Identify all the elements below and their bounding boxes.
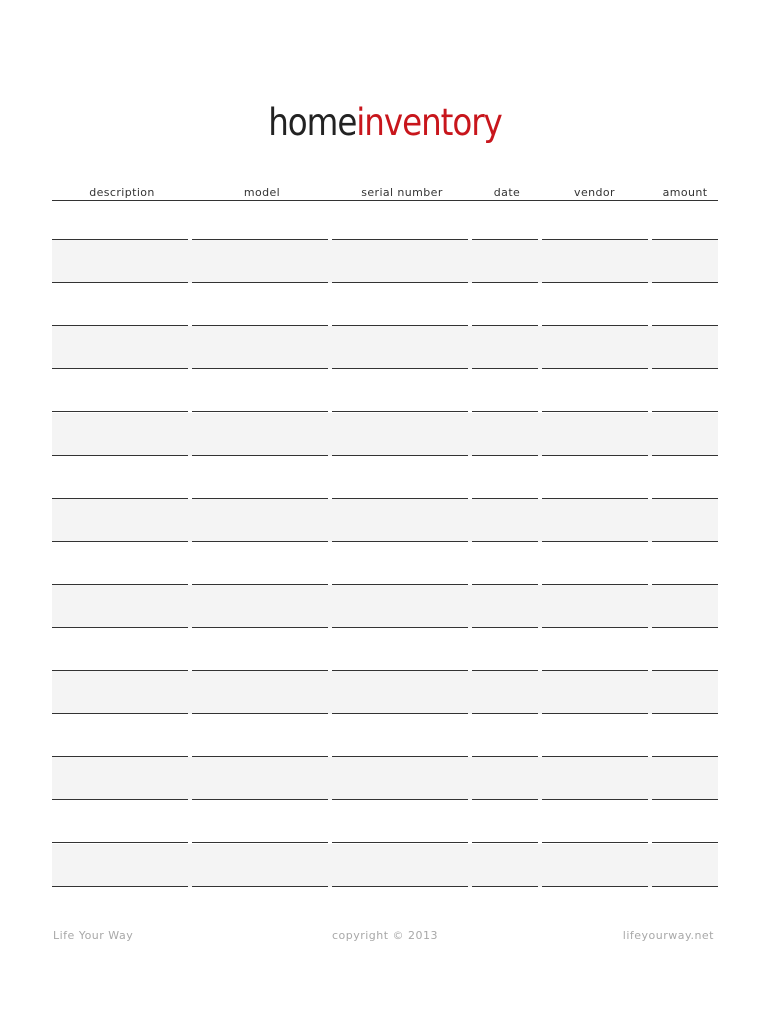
blank-amount-line[interactable] [652, 240, 718, 283]
blank-vendor-line[interactable] [542, 800, 648, 843]
blank-model-line[interactable] [192, 800, 328, 843]
blank-date-line[interactable] [472, 844, 538, 887]
blank-date-line[interactable] [472, 197, 538, 240]
blank-date-line[interactable] [472, 413, 538, 456]
table-row [0, 499, 770, 542]
blank-date-line[interactable] [472, 326, 538, 369]
footer-website: lifeyourway.net [622, 929, 714, 942]
blank-serial-number-line[interactable] [332, 844, 468, 887]
blank-amount-line[interactable] [652, 413, 718, 456]
blank-description-line[interactable] [52, 413, 188, 456]
blank-model-line[interactable] [192, 197, 328, 240]
blank-model-line[interactable] [192, 585, 328, 628]
table-row [0, 800, 770, 843]
column-header-model: model [243, 186, 281, 199]
blank-amount-line[interactable] [652, 369, 718, 412]
blank-amount-line[interactable] [652, 757, 718, 800]
blank-date-line[interactable] [472, 240, 538, 283]
blank-model-line[interactable] [192, 844, 328, 887]
blank-amount-line[interactable] [652, 456, 718, 499]
blank-description-line[interactable] [52, 240, 188, 283]
blank-model-line[interactable] [192, 413, 328, 456]
blank-vendor-line[interactable] [542, 369, 648, 412]
blank-serial-number-line[interactable] [332, 585, 468, 628]
blank-vendor-line[interactable] [542, 714, 648, 757]
blank-amount-line[interactable] [652, 326, 718, 369]
column-header-serial-number: serial number [361, 186, 443, 199]
blank-amount-line[interactable] [652, 628, 718, 671]
blank-date-line[interactable] [472, 369, 538, 412]
footer-copyright: copyright © 2013 [331, 929, 439, 942]
title-inventory: inventory [356, 101, 502, 144]
blank-description-line[interactable] [52, 369, 188, 412]
blank-serial-number-line[interactable] [332, 499, 468, 542]
blank-model-line[interactable] [192, 369, 328, 412]
table-row [0, 628, 770, 671]
blank-vendor-line[interactable] [542, 757, 648, 800]
blank-vendor-line[interactable] [542, 240, 648, 283]
blank-amount-line[interactable] [652, 844, 718, 887]
blank-serial-number-line[interactable] [332, 369, 468, 412]
blank-description-line[interactable] [52, 800, 188, 843]
blank-description-line[interactable] [52, 197, 188, 240]
table-row [0, 413, 770, 456]
table-row [0, 757, 770, 800]
blank-model-line[interactable] [192, 757, 328, 800]
blank-vendor-line[interactable] [542, 628, 648, 671]
blank-serial-number-line[interactable] [332, 283, 468, 326]
footer-brand: Life Your Way [53, 929, 134, 942]
blank-description-line[interactable] [52, 757, 188, 800]
table-row [0, 197, 770, 240]
blank-description-line[interactable] [52, 499, 188, 542]
table-row [0, 714, 770, 757]
blank-model-line[interactable] [192, 542, 328, 585]
table-row [0, 456, 770, 499]
blank-date-line[interactable] [472, 757, 538, 800]
blank-date-line[interactable] [472, 283, 538, 326]
table-row [0, 542, 770, 585]
blank-serial-number-line[interactable] [332, 671, 468, 714]
blank-serial-number-line[interactable] [332, 456, 468, 499]
blank-amount-line[interactable] [652, 283, 718, 326]
blank-serial-number-line[interactable] [332, 757, 468, 800]
table-row [0, 585, 770, 628]
blank-model-line[interactable] [192, 283, 328, 326]
blank-model-line[interactable] [192, 326, 328, 369]
page-title [46, 98, 724, 148]
blank-serial-number-line[interactable] [332, 413, 468, 456]
blank-amount-line[interactable] [652, 714, 718, 757]
table-row [0, 283, 770, 326]
blank-model-line[interactable] [192, 714, 328, 757]
blank-date-line[interactable] [472, 585, 538, 628]
table-row [0, 240, 770, 283]
title-home: home [268, 101, 357, 144]
blank-model-line[interactable] [192, 240, 328, 283]
blank-serial-number-line[interactable] [332, 714, 468, 757]
blank-description-line[interactable] [52, 628, 188, 671]
blank-vendor-line[interactable] [542, 326, 648, 369]
blank-amount-line[interactable] [652, 585, 718, 628]
blank-amount-line[interactable] [652, 800, 718, 843]
blank-model-line[interactable] [192, 499, 328, 542]
blank-model-line[interactable] [192, 456, 328, 499]
table-row [0, 326, 770, 369]
blank-vendor-line[interactable] [542, 542, 648, 585]
column-header-vendor: vendor [574, 186, 615, 199]
blank-vendor-line[interactable] [542, 844, 648, 887]
blank-serial-number-line[interactable] [332, 326, 468, 369]
blank-description-line[interactable] [52, 844, 188, 887]
blank-model-line[interactable] [192, 671, 328, 714]
blank-date-line[interactable] [472, 714, 538, 757]
column-header-description: description [89, 186, 155, 199]
blank-date-line[interactable] [472, 800, 538, 843]
blank-vendor-line[interactable] [542, 197, 648, 240]
blank-description-line[interactable] [52, 714, 188, 757]
blank-vendor-line[interactable] [542, 456, 648, 499]
blank-amount-line[interactable] [652, 542, 718, 585]
blank-model-line[interactable] [192, 628, 328, 671]
table-row [0, 671, 770, 714]
column-header-date: date [493, 186, 521, 199]
column-header-amount: amount [662, 186, 708, 199]
blank-vendor-line[interactable] [542, 283, 648, 326]
blank-date-line[interactable] [472, 456, 538, 499]
blank-date-line[interactable] [472, 542, 538, 585]
blank-vendor-line[interactable] [542, 671, 648, 714]
blank-description-line[interactable] [52, 456, 188, 499]
blank-vendor-line[interactable] [542, 585, 648, 628]
table-row [0, 844, 770, 887]
blank-vendor-line[interactable] [542, 499, 648, 542]
blank-date-line[interactable] [472, 671, 538, 714]
blank-serial-number-line[interactable] [332, 542, 468, 585]
blank-serial-number-line[interactable] [332, 628, 468, 671]
blank-serial-number-line[interactable] [332, 197, 468, 240]
blank-description-line[interactable] [52, 283, 188, 326]
blank-description-line[interactable] [52, 585, 188, 628]
blank-date-line[interactable] [472, 628, 538, 671]
blank-description-line[interactable] [52, 671, 188, 714]
blank-amount-line[interactable] [652, 499, 718, 542]
blank-serial-number-line[interactable] [332, 240, 468, 283]
blank-amount-line[interactable] [652, 671, 718, 714]
blank-amount-line[interactable] [652, 197, 718, 240]
blank-date-line[interactable] [472, 499, 538, 542]
blank-vendor-line[interactable] [542, 413, 648, 456]
table-row [0, 369, 770, 412]
blank-serial-number-line[interactable] [332, 800, 468, 843]
blank-description-line[interactable] [52, 326, 188, 369]
blank-description-line[interactable] [52, 542, 188, 585]
